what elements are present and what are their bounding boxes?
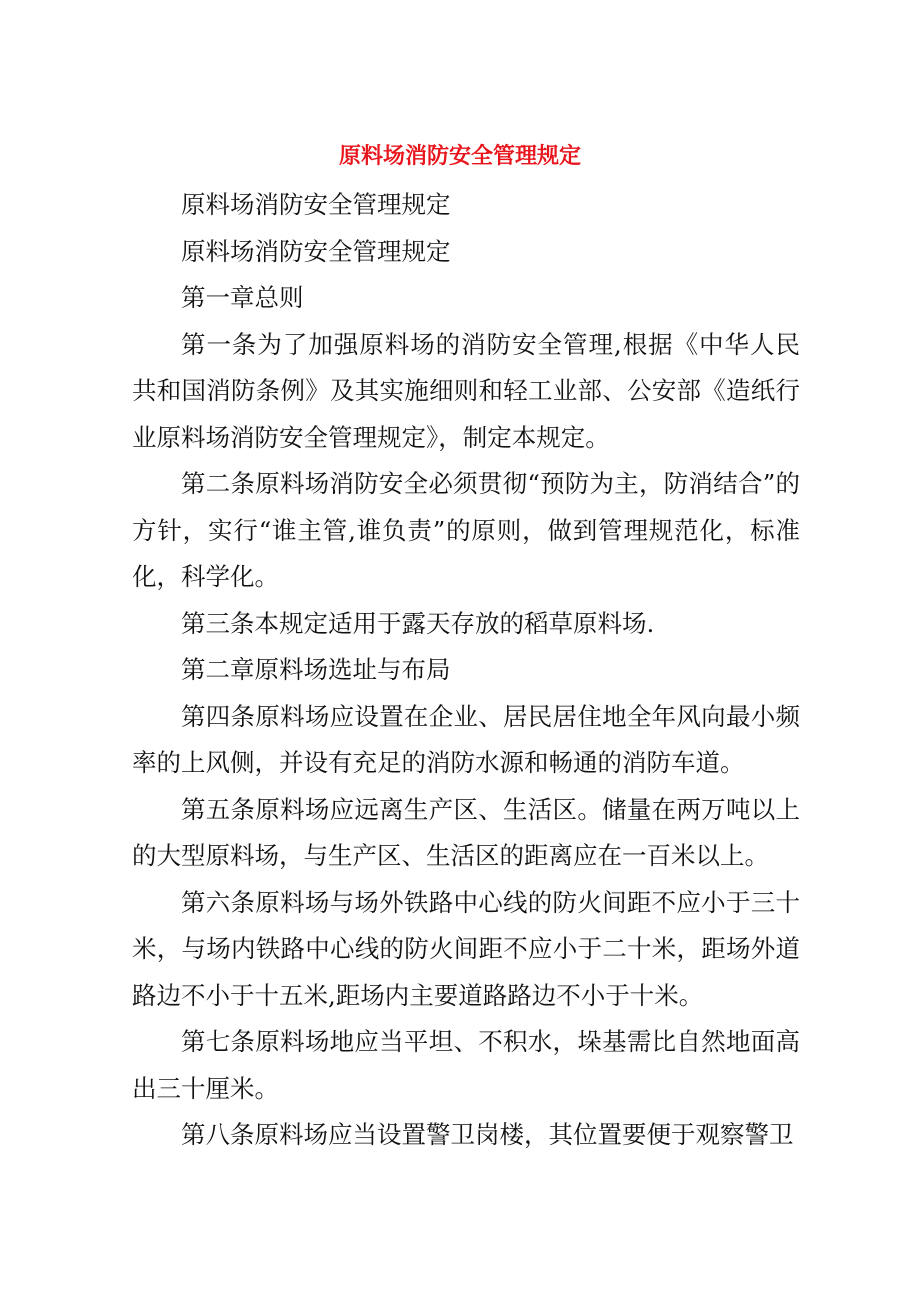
- paragraph-subtitle-1: 原料场消防安全管理规定: [181, 190, 451, 219]
- paragraph-subtitle-2: 原料场消防安全管理规定: [181, 236, 451, 266]
- chapter-1-heading: 第一章总则: [181, 283, 304, 312]
- article-6: 第六条原料场与场外铁路中心线的防火间距不应小于三十米，与场内铁路中心线的防火间距不应小于二十米，距场外道路边不小于十五米,距场内主要道路路边不小于十米。: [132, 887, 800, 1010]
- article-8: 第八条原料场应当设置警卫岗楼，其位置要便于观察警卫: [181, 1120, 794, 1149]
- document-title: 原料场消防安全管理规定: [338, 144, 581, 169]
- article-2: 第二条原料场消防安全必须贯彻“预防为主，防消结合”的方针，实行“谁主管,谁负责”的原则，做到管理规范化，标准化，科学化。: [132, 469, 800, 591]
- article-5: 第五条原料场应远离生产区、生活区。储量在两万吨以上的大型原料场，与生产区、生活区的距离应在一百米以上。: [132, 794, 800, 870]
- document-body: [132, 182, 800, 1159]
- article-4: 第四条原料场应设置在企业、居民居住地全年风向最小频率的上风侧，并设有充足的消防水源和畅通的消防车道。: [132, 701, 800, 777]
- article-3: 第三条本规定适用于露天存放的稻草原料场.: [181, 608, 655, 638]
- article-7: 第七条原料场地应当平坦、不积水，垛基需比自然地面高出三十厘米。: [132, 1027, 800, 1103]
- article-1: 第一条为了加强原料场的消防安全管理,根据《中华人民共和国消防条例》及其实施细则和轻工业部、公安部《造纸行业原料场消防安全管理规定》，制定本规定。: [132, 329, 800, 452]
- chapter-2-heading: 第二章原料场选址与布局: [181, 655, 451, 684]
